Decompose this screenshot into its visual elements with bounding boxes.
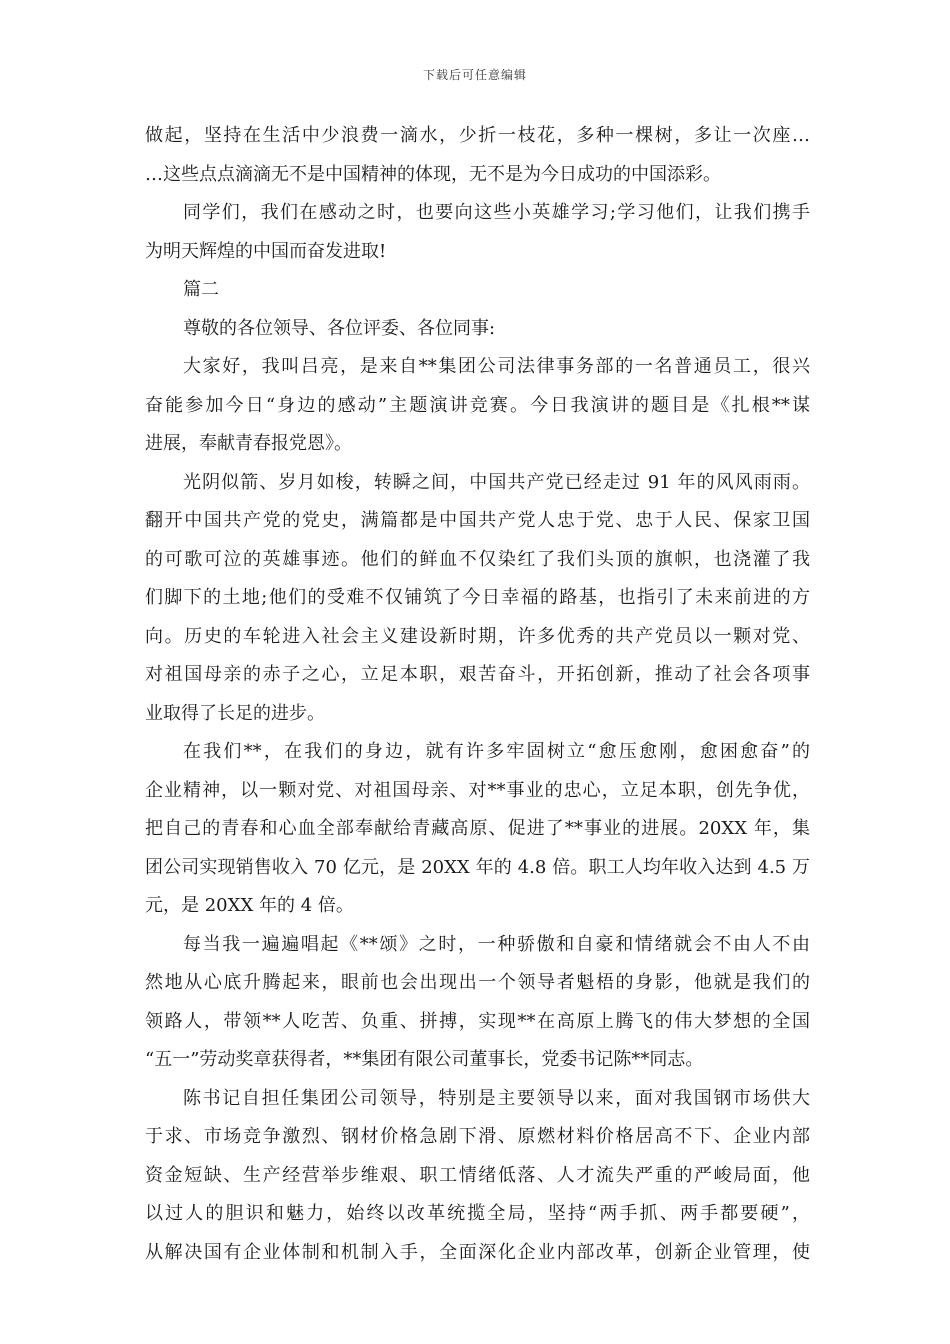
- text-line: 光阴似箭、岁月如梭，转瞬之间，中国共产党已经走过 91 年的风风雨雨。: [183, 471, 810, 493]
- text-line: 业取得了长足的进步。: [145, 702, 325, 724]
- text-line: 以过人的胆识和魅力，始终以改革统揽全局，坚持“两手抓、两手都要硬”，: [145, 1203, 810, 1224]
- text-line: 为明天辉煌的中国而奋发进取!: [145, 240, 387, 262]
- text-line: 把自己的青春和心血全部奉献给青藏高原、促进了**事业的进展。20XX 年，集: [145, 818, 810, 839]
- text-line: 对祖国母亲的赤子之心，立足本职，艰苦奋斗，开拓创新，推动了社会各项事: [145, 664, 810, 685]
- text-line: …这些点点滴滴无不是中国精神的体现，无不是为今日成功的中国添彩。: [145, 163, 721, 185]
- text-line: 篇二: [183, 279, 219, 300]
- text-line: 在我们**，在我们的身边，就有许多牢固树立“愈压愈刚，愈困愈奋”的: [183, 741, 810, 762]
- text-line: 元，是 20XX 年的 4 倍。: [145, 895, 354, 916]
- text-line: 们脚下的土地;他们的受难不仅铺筑了今日幸福的路基，也指引了未来前进的方: [145, 587, 810, 608]
- text-line: 从解决国有企业体制和机制入手，全面深化企业内部改革，创新企业管理，使: [145, 1241, 810, 1263]
- text-line: 资金短缺、生产经营举步维艰、职工情绪低落、人才流失严重的严峻局面，他: [145, 1164, 810, 1186]
- text-line: 同学们，我们在感动之时，也要向这些小英雄学习;学习他们，让我们携手: [183, 202, 810, 223]
- text-line: 向。历史的车轮进入社会主义建设新时期，许多优秀的共产党员以一颗对党、: [145, 625, 810, 647]
- text-line: 领路人，带领**人吃苦、负重、拼搏，实现**在高原上腾飞的伟大梦想的全国: [145, 1010, 810, 1032]
- page-header: 下载后可任意编辑: [422, 68, 527, 82]
- text-line: 每当我一遍遍唱起《**颂》之时，一种骄傲和自豪和情绪就会不由人不由: [183, 933, 810, 955]
- text-line: 奋能参加今日“身边的感动”主题演讲竞赛。今日我演讲的题目是《扎根**谋: [145, 394, 810, 416]
- text-line: 尊敬的各位领导、各位评委、各位同事:: [183, 317, 496, 339]
- text-line: 然地从心底升腾起来，眼前也会出现出一个领导者魁梧的身影，他就是我们的: [145, 972, 810, 993]
- text-line: 于求、市场竞争激烈、钢材价格急剧下滑、原燃材料价格居高不下、企业内部: [145, 1126, 810, 1147]
- text-line: “五一”劳动奖章获得者，**集团有限公司董事长，党委书记陈**同志。: [145, 1049, 704, 1070]
- text-line: 的可歌可泣的英雄事迹。他们的鲜血不仅染红了我们头顶的旗帜，也浇灌了我: [145, 548, 810, 570]
- text-line: 进展，奉献青春报党恩》。: [145, 433, 352, 454]
- text-line: 企业精神，以一颗对党、对祖国母亲、对**事业的忠心，立足本职，创先争优，: [145, 779, 810, 801]
- text-line: 翻开中国共产党的党史，满篇都是中国共产党人忠于党、忠于人民、保家卫国: [145, 510, 810, 531]
- text-line: 团公司实现销售收入 70 亿元，是 20XX 年的 4.8 倍。职工人均年收入达到 4.5 万: [145, 856, 810, 878]
- text-line: 做起，坚持在生活中少浪费一滴水，少折一枝花，多种一棵树，多让一次座…: [145, 125, 810, 146]
- text-line: 大家好，我叫吕亮，是来自**集团公司法律事务部的一名普通员工，很兴: [183, 356, 810, 377]
- document-body: [145, 117, 810, 1272]
- text-line: 陈书记自担任集团公司领导，特别是主要领导以来，面对我国钢市场供大: [183, 1087, 810, 1109]
